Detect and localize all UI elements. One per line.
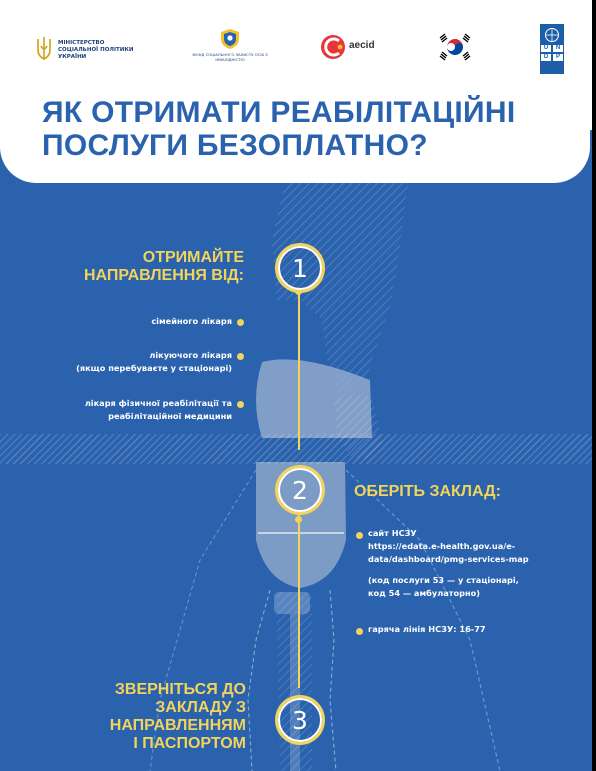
fund-emblem-icon [218,28,242,50]
item-line: сімейного лікаря [151,316,232,326]
logos-row [0,0,590,86]
heading-line: ОБЕРІТЬ ЗАКЛАД: [354,483,501,500]
item-line: код 54 — амбулаторно) [368,588,480,598]
item-line: лікаря фізичної реабілітації та [84,398,232,408]
bullet-dot [356,628,363,635]
title-line-2: ПОСЛУГИ БЕЗОПЛАТНО? [42,129,428,162]
undp-letter: D [541,54,551,61]
step-1-circle: 1 [278,246,322,290]
item-line: реабілітаційної медицини [108,411,232,421]
heading-line: НАПРАВЛЕННЯМ [109,717,246,734]
un-emblem-icon [543,27,561,43]
fund-name: ФОНД СОЦІАЛЬНОГО ЗАХИСТУ ОСІБ З ІНВАЛІДНІСТЮ [192,52,268,62]
connector-line-2 [298,512,300,688]
step-1-item-rehab-doctor [20,397,232,423]
bullet-dot [237,319,244,326]
step-2-heading [354,483,574,501]
page-title [42,96,562,162]
bullet-dot [237,401,244,408]
heading-line: ОТРИМАЙТЕ [142,249,244,266]
connector-dot [295,516,302,523]
aecid-label: aecid [349,40,375,51]
korea-flag-icon [438,32,472,62]
step-2-item-hotline [368,623,588,636]
item-line: лікуючого лікаря [149,350,232,360]
step-2-circle: 2 [278,468,322,512]
fund-logo [192,28,268,68]
step-3-heading [40,681,246,753]
step-2-item-service-codes [368,574,588,600]
step-3-circle: 3 [278,698,322,742]
nszu-link[interactable]: data/dashboard/pmg-services-map [368,554,529,564]
nszu-link[interactable]: https://edata.e-health.gov.ua/e- [368,541,516,551]
page-edge [592,0,596,771]
step-1-heading [40,249,244,285]
item-line: (якщо перебуваєте у стаціонарі) [76,363,232,373]
undp-letter: P [553,54,563,61]
item-line: гаряча лінія НСЗУ: 16-77 [368,624,486,634]
undp-letter: U [541,45,551,52]
ministry-logo [36,34,146,64]
bullet-dot [356,532,363,539]
ukraine-trident-icon [36,36,52,62]
item-line: сайт НСЗУ [368,528,417,538]
step-1-item-attending-doctor [20,349,232,375]
undp-letter: N [553,45,563,52]
connector-line-1 [298,290,300,450]
heading-line: ЗВЕРНІТЬСЯ ДО [114,681,246,698]
step-1-item-family-doctor [40,315,232,328]
heading-line: ЗАКЛАДУ З [155,699,246,716]
title-line-1: ЯК ОТРИМАТИ РЕАБІЛІТАЦІЙНІ [42,96,516,129]
item-line: (код послуги 53 — у стаціонарі, [368,575,519,585]
aecid-logo [320,34,382,60]
heading-line: І ПАСПОРТОМ [133,735,246,752]
undp-logo [540,24,564,74]
step-2-item-nszu-site [368,527,588,566]
heading-line: НАПРАВЛЕННЯ ВІД: [83,267,244,284]
aecid-logo-icon [320,34,346,60]
undp-letters [540,44,564,62]
bullet-dot [237,353,244,360]
ministry-name: МІНІСТЕРСТВО СОЦІАЛЬНОЇ ПОЛІТИКИ УКРАЇНИ [58,40,134,60]
